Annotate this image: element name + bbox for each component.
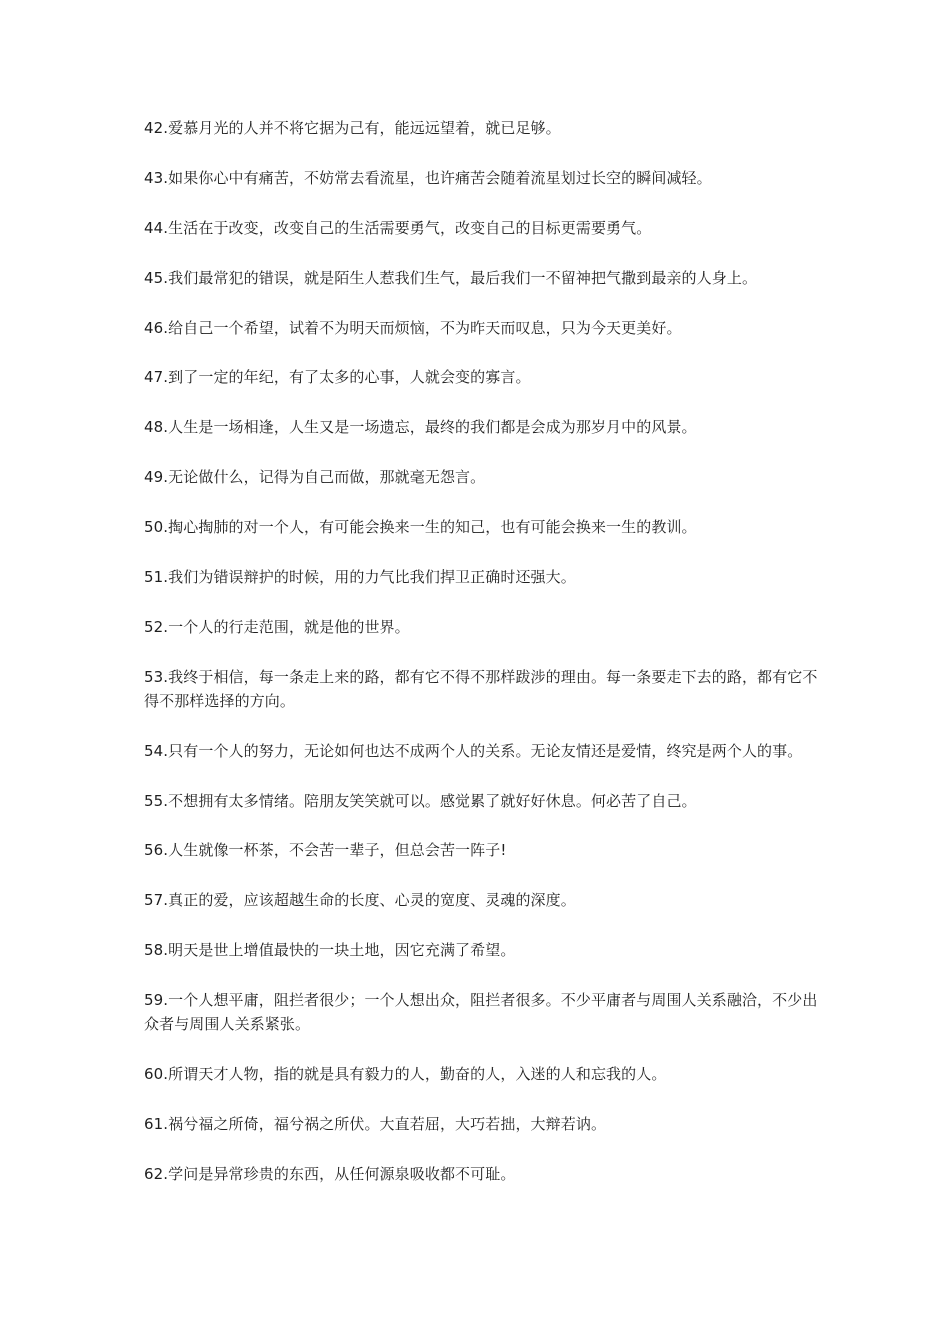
quote-item: 56.人生就像一杯茶，不会苦一辈子，但总会苦一阵子! bbox=[144, 841, 507, 860]
quote-item: 55.不想拥有太多情绪。陪朋友笑笑就可以。感觉累了就好好休息。何必苦了自己。 bbox=[144, 791, 697, 810]
quote-item: 45.我们最常犯的错误，就是陌生人惹我们生气，最后我们一不留神把气撒到最亲的人身上。 bbox=[144, 268, 758, 287]
quote-list bbox=[144, 116, 820, 1212]
quote-item: 51.我们为错误辩护的时候，用的力气比我们捍卫正确时还强大。 bbox=[144, 568, 576, 587]
quote-item: 49.无论做什么，记得为自己而做，那就毫无怨言。 bbox=[144, 468, 486, 487]
quote-item: 44.生活在于改变，改变自己的生活需要勇气，改变自己的目标更需要勇气。 bbox=[144, 218, 652, 237]
quote-item: 60.所谓天才人物，指的就是具有毅力的人，勤奋的人，入迷的人和忘我的人。 bbox=[144, 1065, 667, 1084]
quote-item: 58.明天是世上增值最快的一块土地，因它充满了希望。 bbox=[144, 941, 516, 960]
quote-item: 52.一个人的行走范围，就是他的世界。 bbox=[144, 617, 410, 636]
quote-item: 54.只有一个人的努力，无论如何也达不成两个人的关系。无论友情还是爱情，终究是两个人的事。 bbox=[144, 741, 803, 760]
quote-item: 46.给自己一个希望，试着不为明天而烦恼，不为昨天而叹息，只为今天更美好。 bbox=[144, 318, 682, 337]
quote-item: 57.真正的爱，应该超越生命的长度、心灵的宽度、灵魂的深度。 bbox=[144, 891, 576, 910]
quote-item: 43.如果你心中有痛苦，不妨常去看流星，也许痛苦会随着流星划过长空的瞬间减轻。 bbox=[144, 168, 712, 187]
quote-item: 62.学问是异常珍贵的东西，从任何源泉吸收都不可耻。 bbox=[144, 1164, 516, 1183]
quote-item: 47.到了一定的年纪，有了太多的心事，人就会变的寡言。 bbox=[144, 368, 531, 387]
quote-item: 50.掏心掏肺的对一个人，有可能会换来一生的知己，也有可能会换来一生的教训。 bbox=[144, 518, 697, 537]
quote-item: 59.一个人想平庸，阻拦者很少；一个人想出众，阻拦者很多。不少平庸者与周围人关系融洽，不少出众者与周围人关系紧张。 bbox=[144, 991, 818, 1034]
quote-item: 61.祸兮福之所倚，福兮祸之所伏。大直若屈，大巧若拙，大辩若讷。 bbox=[144, 1114, 607, 1133]
quote-item: 48.人生是一场相逢，人生又是一场遗忘，最终的我们都是会成为那岁月中的风景。 bbox=[144, 418, 697, 437]
quote-item: 42.爱慕月光的人并不将它据为己有，能远远望着，就已足够。 bbox=[144, 119, 561, 137]
quote-item: 53.我终于相信，每一条走上来的路，都有它不得不那样跋涉的理由。每一条要走下去的路，都有它不得不那样选择的方向。 bbox=[144, 667, 818, 710]
